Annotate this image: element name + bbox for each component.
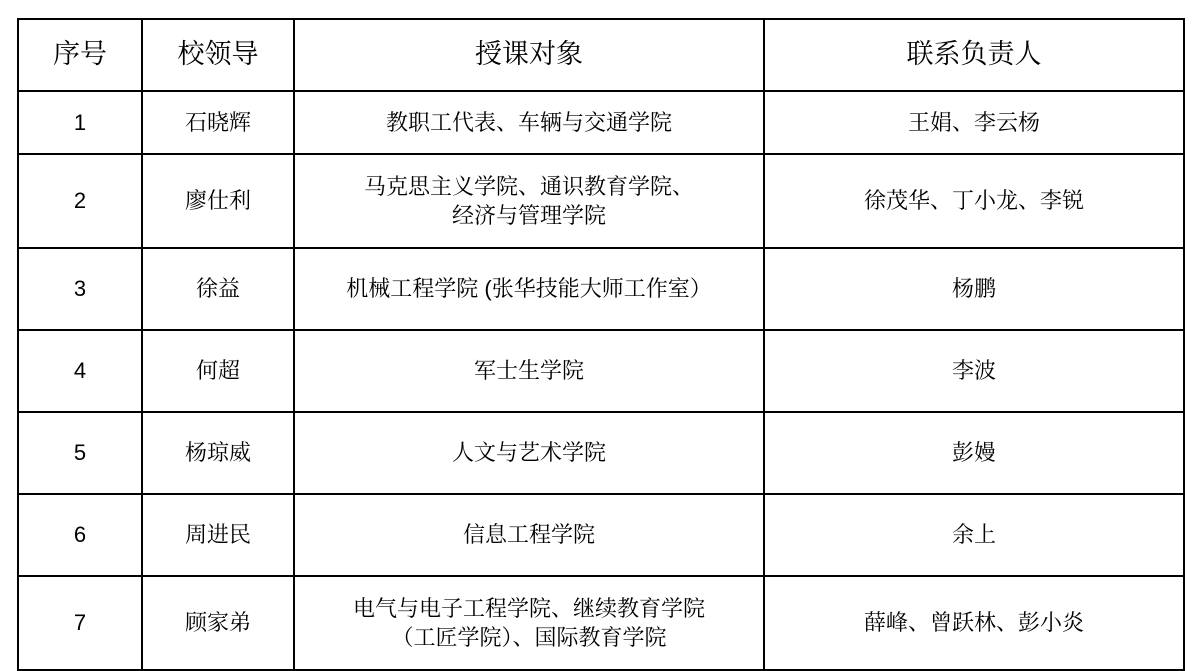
table-row bbox=[18, 576, 1184, 670]
table-row bbox=[18, 248, 1184, 330]
row-contact bbox=[764, 494, 1184, 576]
row-audience bbox=[294, 91, 764, 154]
column-header-audience: 授课对象 bbox=[294, 19, 764, 91]
table-header-row bbox=[18, 19, 1184, 91]
row-index: 6 bbox=[18, 494, 142, 576]
row-audience bbox=[294, 330, 764, 412]
table-row bbox=[18, 494, 1184, 576]
row-audience bbox=[294, 494, 764, 576]
row-contact-line: 徐茂华、丁小龙、李锐 bbox=[863, 188, 1084, 214]
row-contact bbox=[764, 154, 1184, 248]
row-contact-line: 薛峰、曾跃林、彭小炎 bbox=[863, 610, 1084, 636]
row-index: 5 bbox=[18, 412, 142, 494]
row-audience-line: 马克思主义学院、通识教育学院、 bbox=[363, 173, 694, 199]
row-contact bbox=[764, 412, 1184, 494]
row-audience-line: （工匠学院）、国际教育学院 bbox=[391, 625, 667, 650]
row-audience-line: 机械工程学院 (张华技能大师工作室） bbox=[346, 276, 712, 302]
row-contact-line: 余上 bbox=[951, 522, 996, 548]
row-audience bbox=[294, 248, 764, 330]
row-contact-line: 李波 bbox=[951, 358, 996, 384]
row-contact-line: 彭嫚 bbox=[951, 440, 996, 466]
row-audience-line: 教职工代表、车辆与交通学院 bbox=[385, 109, 672, 135]
row-leader: 廖仕利 bbox=[142, 154, 294, 248]
row-contact bbox=[764, 576, 1184, 670]
row-index: 4 bbox=[18, 330, 142, 412]
table-header bbox=[18, 19, 1184, 91]
row-audience-line: 人文与艺术学院 bbox=[451, 440, 606, 466]
row-leader: 杨琼威 bbox=[142, 412, 294, 494]
row-leader: 徐益 bbox=[142, 248, 294, 330]
row-audience-line: 经济与管理学院 bbox=[451, 203, 606, 228]
row-leader: 何超 bbox=[142, 330, 294, 412]
column-header-index: 序号 bbox=[18, 19, 142, 91]
row-audience-line: 军士生学院 bbox=[473, 358, 584, 384]
row-leader: 石晓辉 bbox=[142, 91, 294, 154]
table-row bbox=[18, 412, 1184, 494]
row-contact-line: 王娟、李云杨 bbox=[907, 109, 1040, 135]
column-header-contact: 联系负责人 bbox=[764, 19, 1184, 91]
table-row bbox=[18, 330, 1184, 412]
row-index: 3 bbox=[18, 248, 142, 330]
row-audience-line: 电气与电子工程学院、继续教育学院 bbox=[352, 595, 705, 621]
teaching-schedule-table bbox=[17, 18, 1185, 671]
row-contact bbox=[764, 330, 1184, 412]
column-header-leader: 校领导 bbox=[142, 19, 294, 91]
row-audience bbox=[294, 412, 764, 494]
row-contact bbox=[764, 91, 1184, 154]
row-index: 1 bbox=[18, 91, 142, 154]
row-leader: 周进民 bbox=[142, 494, 294, 576]
row-contact-line: 杨鹏 bbox=[951, 276, 996, 302]
row-audience bbox=[294, 154, 764, 248]
row-audience bbox=[294, 576, 764, 670]
table-body bbox=[18, 91, 1184, 670]
row-index: 7 bbox=[18, 576, 142, 670]
table-row bbox=[18, 154, 1184, 248]
row-leader: 顾家弟 bbox=[142, 576, 294, 670]
table-row bbox=[18, 91, 1184, 154]
row-contact bbox=[764, 248, 1184, 330]
row-audience-line: 信息工程学院 bbox=[462, 522, 595, 548]
row-index: 2 bbox=[18, 154, 142, 248]
